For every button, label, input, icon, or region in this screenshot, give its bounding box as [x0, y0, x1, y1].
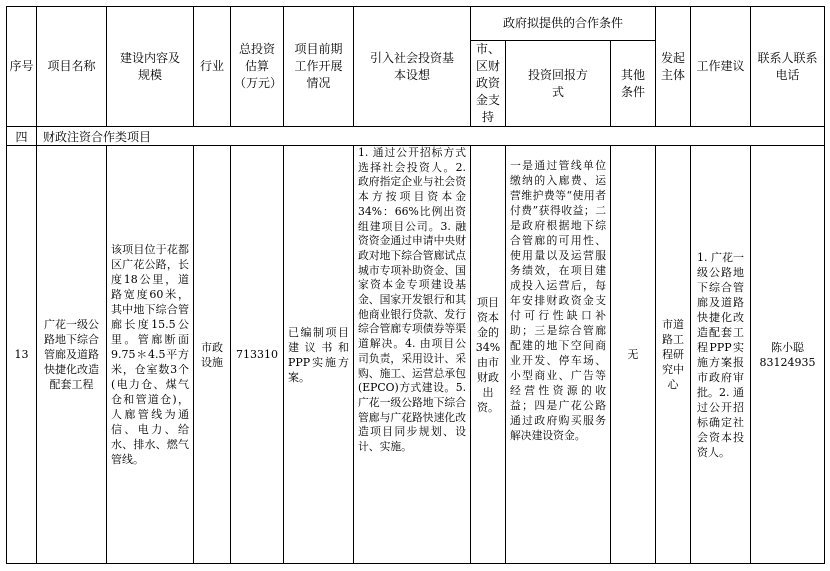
header-fiscal-support: 市、区财政资金支持 [471, 41, 506, 127]
row-industry: 市政设施 [194, 146, 231, 564]
return-method-text: 一是通过管线单位缴纳的入廊费、运营维护费等“使用者付费”获得收益；二是政府根据地下综合管廊的可用性、使用量以及运营服务绩效，在项目建成投入运营后，每年安排财政资金支付可行性缺口补助；三是综合管廊配建的地下空间商业开发、停车场、小型商业、广告等经营性资源的收益；四是广花公路通过政府购买服务解决建设资金。 [510, 159, 606, 442]
project-table [6, 6, 825, 564]
row-seq: 13 [7, 146, 37, 564]
row-fiscal-support: 项目资本金的34%由市财政出资。 [471, 146, 506, 564]
row-contact: 陈小聪 83124935 [751, 146, 825, 564]
section-title: 财政注资合作类项目 [37, 127, 825, 146]
header-contact: 联系人联系电话 [751, 7, 825, 127]
row-work-suggestion [691, 146, 751, 564]
preliminary-work-text: 已编制项目建议书和PPP实施方案。 [288, 325, 349, 384]
header-project-name: 项目名称 [37, 7, 107, 127]
header-other-conditions: 其他条件 [611, 41, 656, 127]
header-initiator: 发起主体 [656, 7, 691, 127]
header-content-scale: 建设内容及规模 [107, 7, 194, 127]
work-suggestion-text: 1. 广花一级公路地下综合管廊及道路快捷化改造配套工程PPP实施方案报市政府审批。2. 通过公开招标确定社会资本投资人。 [697, 250, 745, 459]
row-social-capital [354, 146, 471, 564]
header-return-method: 投资回报方式 [506, 41, 611, 127]
header-social-capital: 引入社会投资基本设想 [354, 7, 471, 127]
header-seq: 序号 [7, 7, 37, 127]
row-preliminary-work [284, 146, 354, 564]
row-total-investment: 713310 [231, 146, 284, 564]
header-total-investment: 总投资估算（万元） [231, 7, 284, 127]
content-scale-text: 该项目位于花都区广花公路，长度18公里，道路宽度60米，其中地下综合管廊长度15.5公里。管廊断面9.75＊4.5平方米，仓室数3个(电力仓、煤气仓和管道仓)，人廊管线为通信、电力、给水、排水、燃气管线。 [111, 243, 189, 466]
row-return-method [506, 146, 611, 564]
section-number: 四 [7, 127, 37, 146]
header-gov-conditions: 政府拟提供的合作条件 [471, 7, 656, 41]
header-preliminary-work: 项目前期工作开展情况 [284, 7, 354, 127]
row-other-conditions: 无 [611, 146, 656, 564]
header-industry: 行业 [194, 7, 231, 127]
header-work-suggestion: 工作建议 [691, 7, 751, 127]
row-initiator: 市道路工程研究中心 [656, 146, 691, 564]
row-content-scale [107, 146, 194, 564]
row-project-name: 广花一级公路地下综合管廊及道路快捷化改造配套工程 [37, 146, 107, 564]
social-capital-text: 1. 通过公开招标方式选择社会投资人。2. 政府指定企业与社会资本方按项目资本金34%：66%比例出资组建项目公司。3. 融资资金通过申请中央财政对地下综合管廊试点城市专项补助资金、国家资本金专项建设基金、国家开发银行和其他商业银行贷款、发行综合管廊专项债券等渠道解决。4. 由项目公司负责，采用设计、采购、施工、运营总承包(EPCO)方式建设。5. 广花一级公路地下综合管廊与广花路快速化改造项目同步规划、设计、实施。 [358, 146, 466, 454]
